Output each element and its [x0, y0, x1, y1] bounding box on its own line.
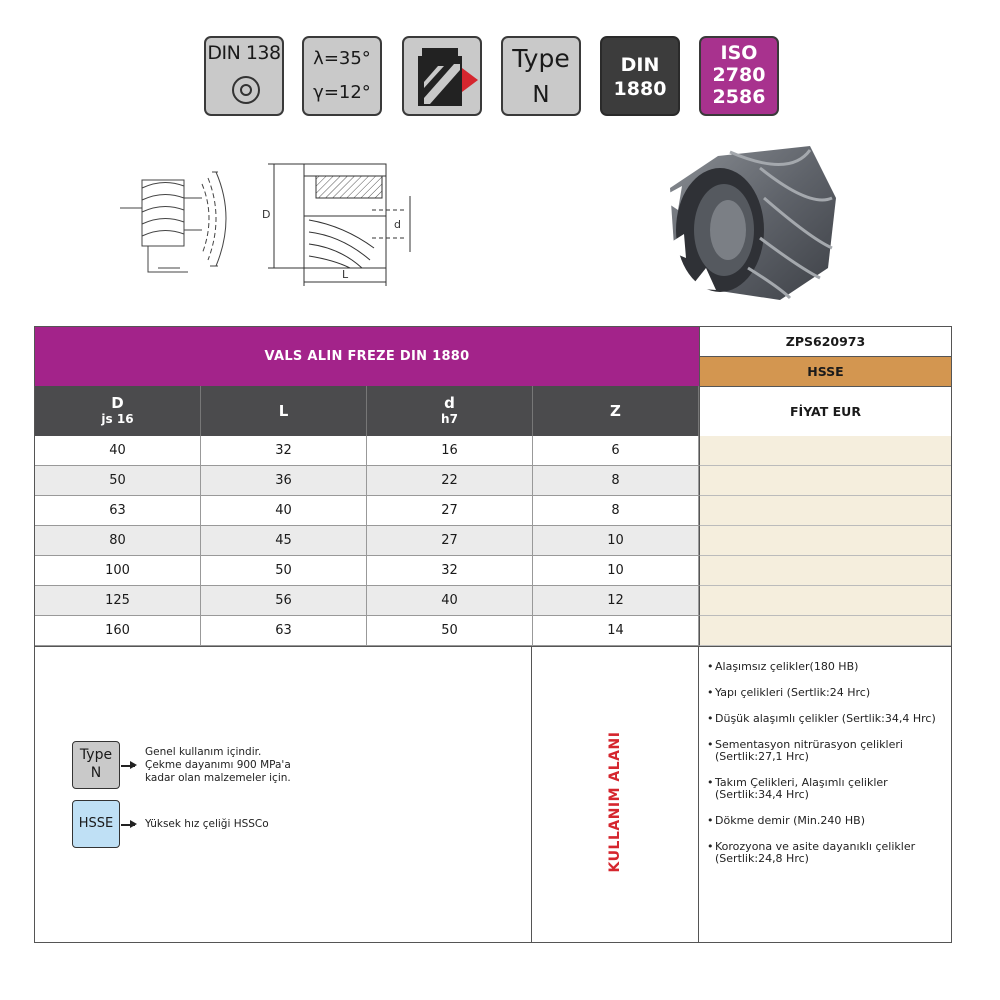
dimension-drawing [254, 156, 424, 290]
table-row [35, 616, 951, 646]
table-title: VALS ALIN FREZE DIN 1880 [35, 327, 699, 386]
din-label: DIN [620, 54, 660, 76]
table-cell: 50 [35, 466, 201, 496]
column-header-d-bore [367, 386, 533, 436]
dim-length: L [342, 268, 349, 281]
table-cell: 22 [367, 466, 533, 496]
column-header-sub: h7 [441, 412, 458, 426]
dim-bore-diameter: d [394, 218, 401, 231]
table-cell: 8 [533, 496, 699, 526]
usage-panel [699, 646, 951, 942]
table-cell: 160 [35, 616, 201, 646]
din-number: 1880 [613, 78, 667, 100]
table-cell: 12 [533, 586, 699, 616]
mounted-cutter-sketch [118, 158, 248, 278]
product-code: ZPS620973 [699, 327, 951, 357]
price-cell [699, 616, 951, 646]
type-label: Type [512, 44, 570, 73]
arrow-icon [121, 765, 135, 767]
din-1880-badge [600, 36, 680, 116]
table-cell: 6 [533, 436, 699, 466]
table-cell: 45 [201, 526, 367, 556]
table-cell: 50 [201, 556, 367, 586]
usage-title-panel [532, 646, 699, 942]
type-n-legend-icon [72, 741, 120, 789]
arrow-icon [121, 824, 135, 826]
table-cell: 125 [35, 586, 201, 616]
usage-item: • Yapı çelikleri (Sertlik:24 Hrc) [707, 687, 943, 699]
price-cell [699, 436, 951, 466]
table-cell: 14 [533, 616, 699, 646]
table-row [35, 526, 951, 556]
legend-panel [35, 646, 532, 942]
table-cell: 100 [35, 556, 201, 586]
column-header-l [201, 386, 367, 436]
product-table [34, 326, 952, 943]
column-header-d-outer [35, 386, 201, 436]
iso-number-2: 2586 [712, 86, 766, 108]
table-cell: 27 [367, 526, 533, 556]
type-n-text-line: kadar olan malzemeler için. [145, 772, 291, 784]
type-n-text-line: Genel kullanım içindir. [145, 746, 262, 758]
table-cell: 27 [367, 496, 533, 526]
table-cell: 63 [201, 616, 367, 646]
legend-type-value: N [90, 765, 102, 781]
table-cell: 32 [201, 436, 367, 466]
price-cell [699, 526, 951, 556]
column-header-label: D [111, 394, 124, 412]
helix-angle-label: λ=35° [313, 48, 371, 69]
hsse-description: Yüksek hız çeliği HSSCo [145, 818, 269, 830]
rake-angle-label: γ=12° [313, 82, 371, 103]
hsse-legend-icon: HSSE [72, 800, 120, 848]
keyway-bore-icon [232, 76, 260, 104]
iso-number-1: 2780 [712, 64, 766, 86]
usage-item: • Korozyona ve asite dayanıklı çelikler (Sertlik:24,8 Hrc) [707, 841, 943, 865]
type-value: N [532, 82, 550, 108]
table-row [35, 496, 951, 526]
face-mill-cutting-icon [404, 38, 480, 114]
usage-title: KULLANIM ALANI [607, 731, 623, 873]
iso-label: ISO [720, 42, 758, 64]
price-cell [699, 556, 951, 586]
price-cell [699, 586, 951, 616]
material-label: HSSE [699, 357, 951, 386]
legend-type-label: Type [79, 747, 113, 763]
table-row [35, 586, 951, 616]
dim-outer-diameter: D [262, 208, 271, 221]
type-n-badge [501, 36, 581, 116]
type-n-description [145, 746, 291, 785]
din-138-label: DIN 138 [207, 42, 281, 64]
price-cell [699, 496, 951, 526]
iso-badge [699, 36, 779, 116]
table-row [35, 436, 951, 466]
usage-item: • Dökme demir (Min.240 HB) [707, 815, 943, 827]
cutting-direction-badge [402, 36, 482, 116]
price-cell [699, 466, 951, 496]
table-cell: 36 [201, 466, 367, 496]
column-header-z [533, 386, 699, 436]
usage-item: • Sementasyon nitrürasyon çelikleri (Sertlik:27,1 Hrc) [707, 739, 943, 763]
column-header-label: d [444, 394, 455, 412]
table-cell: 8 [533, 466, 699, 496]
usage-item: • Alaşımsız çelikler(180 HB) [707, 661, 943, 673]
column-header-label: Z [610, 402, 621, 420]
din-138-badge [204, 36, 284, 116]
table-row [35, 556, 951, 586]
product-photo-cutter [660, 138, 850, 308]
table-cell: 32 [367, 556, 533, 586]
table-cell: 80 [35, 526, 201, 556]
type-n-text-line: Çekme dayanımı 900 MPa'a [145, 759, 291, 771]
table-cell: 40 [201, 496, 367, 526]
column-header-label: L [278, 402, 289, 420]
table-cell: 16 [367, 436, 533, 466]
price-header: FİYAT EUR [699, 386, 951, 436]
table-row [35, 466, 951, 496]
usage-item: • Takım Çelikleri, Alaşımlı çelikler (Sertlik:34,4 Hrc) [707, 777, 943, 801]
table-cell: 10 [533, 556, 699, 586]
angle-badge [302, 36, 382, 116]
table-cell: 10 [533, 526, 699, 556]
usage-item: • Düşük alaşımlı çelikler (Sertlik:34,4 Hrc) [707, 713, 943, 725]
usage-list [707, 661, 943, 879]
table-cell: 40 [367, 586, 533, 616]
table-cell: 50 [367, 616, 533, 646]
table-cell: 56 [201, 586, 367, 616]
table-cell: 40 [35, 436, 201, 466]
table-cell: 63 [35, 496, 201, 526]
column-header-sub: js 16 [101, 412, 134, 426]
